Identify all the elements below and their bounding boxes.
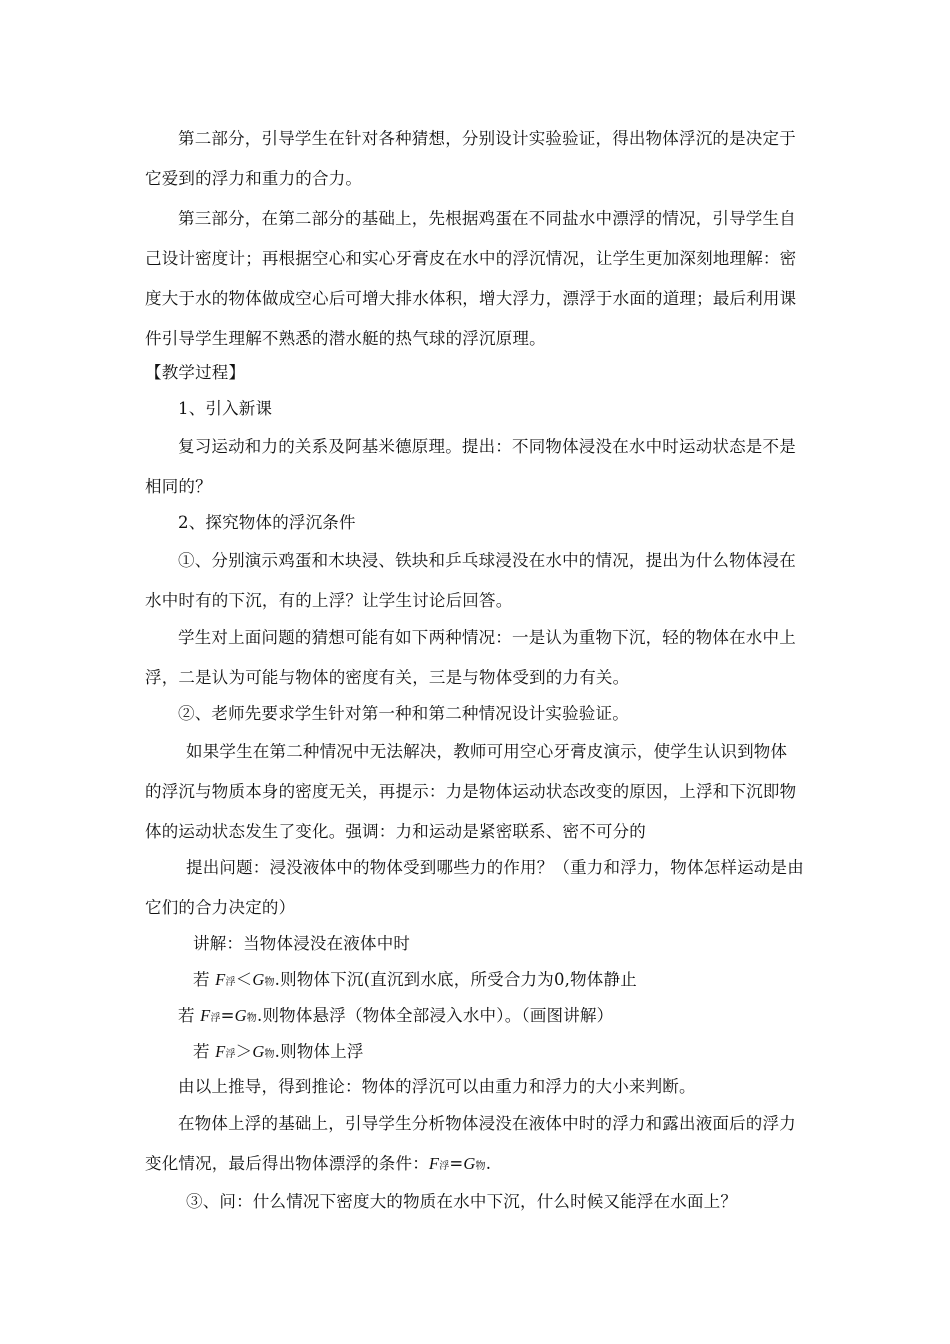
gravity-subscript: 物: [475, 1161, 486, 1172]
paragraph-line: 讲解：当物体浸没在液体中时: [193, 934, 411, 953]
formula-line-float-up: [193, 1041, 364, 1066]
formula-prefix: 变化情况，最后得出物体漂浮的条件：: [145, 1154, 429, 1173]
comparison-operator: =: [220, 1006, 235, 1025]
comparison-operator: ＜: [235, 970, 253, 989]
formula-text: .则物体下沉(直沉到水底，所受合力为0,物体静止: [274, 970, 637, 989]
buoyant-force-symbol: F: [200, 1006, 211, 1025]
buoyant-subscript: 浮: [210, 1013, 221, 1024]
paragraph-line: 体的运动状态发生了变化。强调：力和运动是紧密联系、密不可分的: [145, 822, 646, 841]
buoyant-subscript: 浮: [225, 977, 236, 988]
formula-prefix: 若: [178, 1006, 201, 1025]
buoyant-force-symbol: F: [215, 1042, 226, 1061]
paragraph-line: 提出问题：浸没液体中的物体受到哪些力的作用？（重力和浮力，物体怎样运动是由: [186, 858, 804, 877]
gravity-symbol: G: [463, 1154, 476, 1173]
paragraph-line: ①、分别演示鸡蛋和木块浸、铁块和乒乓球浸没在水中的情况，提出为什么物体浸在: [178, 551, 796, 570]
paragraph-line: 己设计密度计；再根据空心和实心牙膏皮在水中的浮沉情况，让学生更加深刻地理解：密: [145, 249, 797, 268]
paragraph-line: 由以上推导，得到推论：物体的浮沉可以由重力和浮力的大小来判断。: [178, 1077, 696, 1096]
comparison-operator: =: [449, 1154, 464, 1173]
paragraph-line: 它们的合力决定的）: [145, 898, 296, 917]
buoyant-force-symbol: F: [215, 970, 226, 989]
gravity-subscript: 物: [246, 1013, 257, 1024]
formula-text: .: [485, 1154, 492, 1173]
paragraph-line: 浮，二是认为可能与物体的密度有关，三是与物体受到的力有关。: [145, 668, 630, 687]
paragraph-line: ③、问：什么情况下密度大的物质在水中下沉，什么时候又能浮在水面上？: [186, 1192, 738, 1211]
buoyant-subscript: 浮: [439, 1161, 450, 1172]
paragraph-line: 在物体上浮的基础上，引导学生分析物体浸没在液体中时的浮力和露出液面后的浮力: [178, 1114, 796, 1133]
formula-text: .则物体悬浮（物体全部浸入水中）。（画图讲解）: [257, 1006, 614, 1025]
gravity-subscript: 物: [264, 1049, 275, 1060]
paragraph-line: 第二部分，引导学生在针对各种猜想，分别设计实验验证，得出物体浮沉的是决定于: [178, 129, 796, 148]
gravity-symbol: G: [234, 1006, 247, 1025]
paragraph-line: 学生对上面问题的猜想可能有如下两种情况：一是认为重物下沉，轻的物体在水中上: [178, 628, 796, 647]
gravity-symbol: G: [252, 970, 265, 989]
paragraph-line: 它爱到的浮力和重力的合力。: [145, 169, 363, 188]
formula-line-sink: [193, 969, 637, 994]
comparison-operator: ＞: [235, 1042, 253, 1061]
paragraph-line: 水中时有的下沉，有的上浮？让学生讨论后回答。: [145, 591, 513, 610]
gravity-symbol: G: [252, 1042, 265, 1061]
paragraph-line: 度大于水的物体做成空心后可增大排水体积，增大浮力，漂浮于水面的道理；最后利用课: [145, 289, 797, 308]
buoyant-force-symbol: F: [428, 1154, 440, 1173]
paragraph-line: 第三部分，在第二部分的基础上，先根据鸡蛋在不同盐水中漂浮的情况，引导学生自: [178, 209, 796, 228]
paragraph-line: 复习运动和力的关系及阿基米德原理。提出：不同物体浸没在水中时运动状态是不是: [178, 437, 796, 456]
formula-prefix: 若: [193, 1042, 216, 1061]
paragraph-line: 件引导学生理解不熟悉的潜水艇的热气球的浮沉原理。: [145, 329, 546, 348]
formula-prefix: 若: [193, 970, 216, 989]
subsection-heading: 2、探究物体的浮沉条件: [178, 513, 356, 532]
formula-line-floating-condition: [145, 1153, 491, 1178]
paragraph-line: 相同的？: [145, 477, 212, 496]
paragraph-line: 如果学生在第二种情况中无法解决，教师可用空心牙膏皮演示，使学生认识到物体: [186, 742, 788, 761]
section-heading: 【教学过程】: [145, 363, 246, 382]
paragraph-line: ②、老师先要求学生针对第一种和第二种情况设计实验验证。: [178, 704, 629, 723]
formula-line-suspend: [178, 1005, 613, 1030]
buoyant-subscript: 浮: [225, 1049, 236, 1060]
paragraph-line: 的浮沉与物质本身的密度无关，再提示：力是物体运动状态改变的原因，上浮和下沉即物: [145, 782, 797, 801]
subsection-heading: 1、引入新课: [178, 399, 273, 418]
gravity-subscript: 物: [264, 977, 275, 988]
formula-text: .则物体上浮: [274, 1042, 364, 1061]
